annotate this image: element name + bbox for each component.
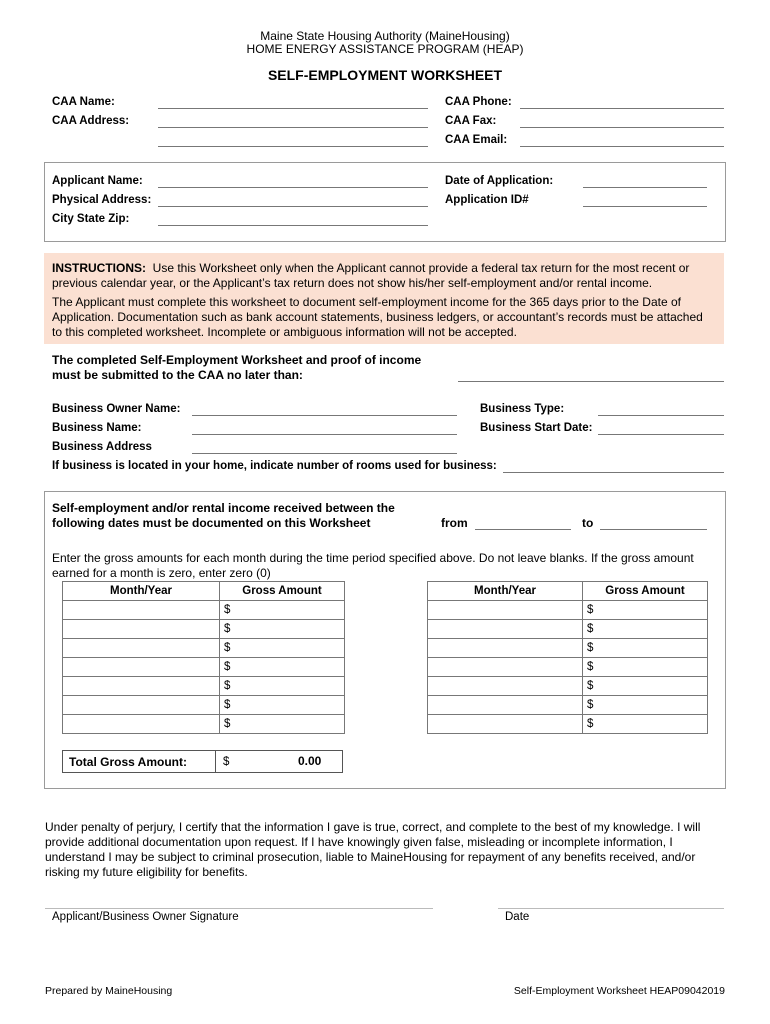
to-label: to bbox=[582, 516, 594, 530]
income-instructions: Enter the gross amounts for each month during the time period specified above. Do not leave blanks. If the gross amount earned for a month is zero, enter zero (0) bbox=[52, 551, 694, 580]
table-row[interactable] bbox=[428, 658, 708, 677]
amount-cell[interactable]: $ bbox=[220, 620, 345, 639]
col-gross-amount: Gross Amount bbox=[220, 582, 345, 601]
instructions-line-2: The Applicant must complete this worksheet to document self-employment income for the 365 days prior to the Date of Application. Documentation such as bank account statements, business ledgers, or accountant’s records must be attached to this completed worksheet. Incomplete or ambiguous information will not be accepted. bbox=[52, 295, 703, 339]
table-row[interactable] bbox=[428, 639, 708, 658]
month-cell[interactable] bbox=[428, 677, 583, 696]
instructions-heading: INSTRUCTIONS: bbox=[52, 261, 146, 275]
business-name-field[interactable] bbox=[192, 434, 457, 435]
application-id-field[interactable] bbox=[583, 206, 707, 207]
table-row[interactable] bbox=[63, 658, 345, 677]
table-row[interactable] bbox=[428, 601, 708, 620]
amount-cell[interactable]: $ bbox=[583, 677, 708, 696]
caa-fax-field[interactable] bbox=[520, 127, 724, 128]
total-divider bbox=[215, 750, 216, 773]
deadline-field[interactable] bbox=[458, 381, 724, 382]
table-row[interactable] bbox=[428, 677, 708, 696]
signature-line[interactable] bbox=[45, 908, 433, 909]
amount-cell[interactable]: $ bbox=[220, 715, 345, 734]
amount-cell[interactable]: $ bbox=[220, 696, 345, 715]
table-row[interactable] bbox=[63, 639, 345, 658]
table-header-row bbox=[63, 582, 345, 601]
table-row[interactable] bbox=[428, 620, 708, 639]
org-name: Maine State Housing Authority (MaineHousing) bbox=[260, 29, 510, 43]
to-date-field[interactable] bbox=[600, 529, 707, 530]
table-row[interactable] bbox=[63, 620, 345, 639]
amount-cell[interactable]: $ bbox=[220, 601, 345, 620]
business-address-label: Business Address bbox=[52, 441, 152, 453]
month-cell[interactable] bbox=[428, 639, 583, 658]
table-row[interactable] bbox=[428, 696, 708, 715]
month-cell[interactable] bbox=[63, 639, 220, 658]
amount-cell[interactable]: $ bbox=[220, 639, 345, 658]
amount-cell[interactable]: $ bbox=[220, 677, 345, 696]
amount-cell[interactable]: $ bbox=[220, 658, 345, 677]
total-dollar: $ bbox=[223, 756, 230, 768]
caa-address-field-1[interactable] bbox=[158, 127, 428, 128]
caa-address-label: CAA Address: bbox=[52, 115, 130, 127]
month-cell[interactable] bbox=[428, 620, 583, 639]
from-label: from bbox=[441, 516, 468, 530]
caa-fax-label: CAA Fax: bbox=[445, 115, 497, 127]
amount-cell[interactable]: $ bbox=[583, 696, 708, 715]
signature-label: Applicant/Business Owner Signature bbox=[52, 911, 239, 923]
table-row[interactable] bbox=[63, 677, 345, 696]
business-owner-label: Business Owner Name: bbox=[52, 403, 181, 415]
page-title: SELF-EMPLOYMENT WORKSHEET bbox=[267, 67, 503, 83]
physical-address-label: Physical Address: bbox=[52, 194, 152, 206]
deadline-line-2: must be submitted to the CAA no later than: bbox=[52, 368, 303, 382]
month-cell[interactable] bbox=[63, 658, 220, 677]
amount-cell[interactable]: $ bbox=[583, 639, 708, 658]
month-table-right bbox=[427, 581, 708, 734]
city-state-zip-label: City State Zip: bbox=[52, 213, 130, 225]
footer-right: Self-Employment Worksheet HEAP09042019 bbox=[513, 985, 725, 997]
table-header-row bbox=[428, 582, 708, 601]
date-line[interactable] bbox=[498, 908, 724, 909]
month-cell[interactable] bbox=[63, 677, 220, 696]
caa-email-label: CAA Email: bbox=[445, 134, 508, 146]
month-cell[interactable] bbox=[63, 715, 220, 734]
caa-phone-label: CAA Phone: bbox=[445, 96, 512, 108]
caa-name-field[interactable] bbox=[158, 108, 428, 109]
business-start-label: Business Start Date: bbox=[480, 422, 593, 434]
income-line-2: following dates must be documented on this Worksheet bbox=[52, 516, 371, 530]
certification-text: Under penalty of perjury, I certify that the information I gave is true, correct, and complete to the best of my knowledge. I will provide additional documentation upon request. If I have knowingly given false, misleading or incomplete information, I understand I may be subject to criminal prosecution, liable to MaineHousing for repayment of any benefits received, and/or risking my future eligibility for benefits. bbox=[45, 820, 701, 879]
from-date-field[interactable] bbox=[475, 529, 571, 530]
caa-email-field[interactable] bbox=[520, 146, 724, 147]
program-name: HOME ENERGY ASSISTANCE PROGRAM (HEAP) bbox=[246, 42, 524, 56]
application-id-label: Application ID# bbox=[445, 194, 529, 206]
amount-cell[interactable]: $ bbox=[583, 658, 708, 677]
col-gross-amount: Gross Amount bbox=[583, 582, 708, 601]
col-month-year: Month/Year bbox=[63, 582, 220, 601]
instructions-line-1: Use this Worksheet only when the Applicant cannot provide a federal tax return for the most recent or previous calendar year, or the Applicant’s tax return does not show his/her self-employment and/or rental income. bbox=[52, 261, 690, 290]
amount-cell[interactable]: $ bbox=[583, 601, 708, 620]
caa-address-field-2[interactable] bbox=[158, 146, 428, 147]
deadline-line-1: The completed Self-Employment Worksheet and proof of income bbox=[52, 353, 422, 367]
income-line-1: Self-employment and/or rental income received between the bbox=[52, 501, 395, 515]
amount-cell[interactable]: $ bbox=[583, 715, 708, 734]
rooms-label: If business is located in your home, indicate number of rooms used for business: bbox=[52, 460, 497, 472]
business-type-field[interactable] bbox=[598, 415, 724, 416]
month-cell[interactable] bbox=[428, 658, 583, 677]
business-address-field[interactable] bbox=[192, 453, 457, 454]
footer-left: Prepared by MaineHousing bbox=[45, 985, 173, 997]
applicant-name-field[interactable] bbox=[158, 187, 428, 188]
date-label: Date bbox=[505, 911, 530, 923]
applicant-name-label: Applicant Name: bbox=[52, 175, 143, 187]
business-owner-field[interactable] bbox=[192, 415, 457, 416]
date-of-application-field[interactable] bbox=[583, 187, 707, 188]
amount-cell[interactable]: $ bbox=[583, 620, 708, 639]
physical-address-field[interactable] bbox=[158, 206, 428, 207]
business-type-label: Business Type: bbox=[480, 403, 565, 415]
total-label: Total Gross Amount: bbox=[69, 755, 187, 769]
business-name-label: Business Name: bbox=[52, 422, 142, 434]
month-cell[interactable] bbox=[63, 601, 220, 620]
month-cell[interactable] bbox=[428, 715, 583, 734]
col-month-year: Month/Year bbox=[428, 582, 583, 601]
table-row[interactable] bbox=[428, 715, 708, 734]
instructions-text-1 bbox=[52, 261, 716, 291]
caa-name-label: CAA Name: bbox=[52, 96, 115, 108]
rooms-field[interactable] bbox=[503, 472, 724, 473]
total-value[interactable]: 0.00 bbox=[298, 754, 322, 768]
month-cell[interactable] bbox=[63, 620, 220, 639]
month-cell[interactable] bbox=[428, 601, 583, 620]
month-cell[interactable] bbox=[63, 696, 220, 715]
instructions-panel bbox=[44, 253, 724, 344]
business-start-field[interactable] bbox=[598, 434, 724, 435]
month-table-left bbox=[62, 581, 345, 734]
total-box bbox=[62, 750, 343, 773]
table-row[interactable] bbox=[63, 715, 345, 734]
month-cell[interactable] bbox=[428, 696, 583, 715]
table-row[interactable] bbox=[63, 696, 345, 715]
date-of-application-label: Date of Application: bbox=[445, 175, 554, 187]
caa-phone-field[interactable] bbox=[520, 108, 724, 109]
city-state-zip-field[interactable] bbox=[158, 225, 428, 226]
table-row[interactable] bbox=[63, 601, 345, 620]
